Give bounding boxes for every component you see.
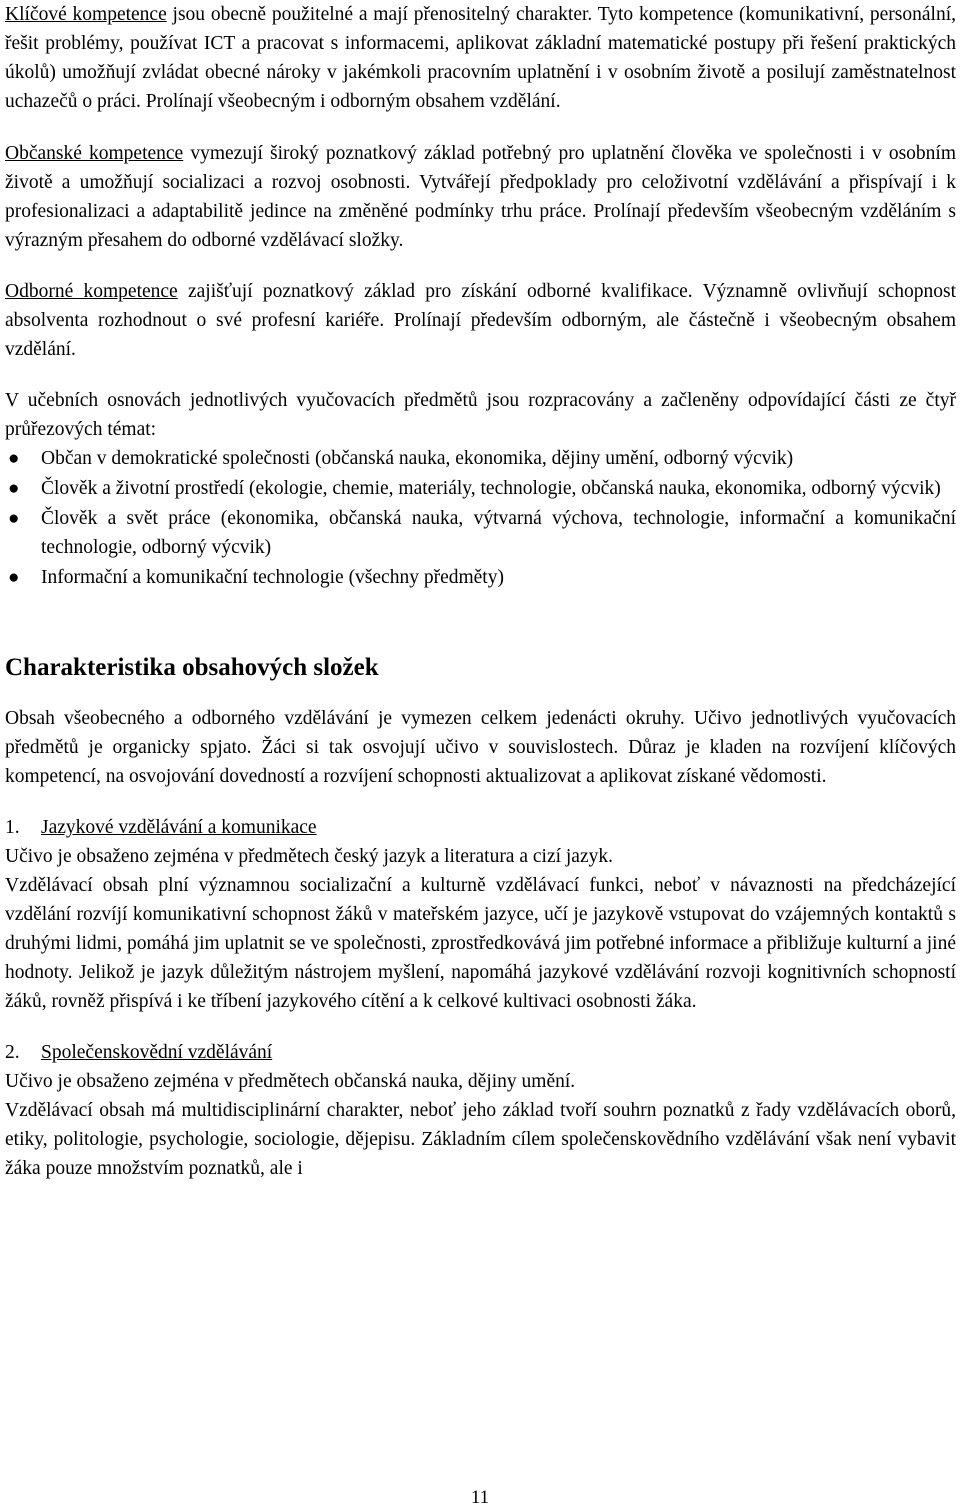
paragraph-text: vymezují široký poznatkový základ potřebný pro uplatnění člověka ve společnosti i v osobním životě a umožňují socializaci a rozvoj osobnosti. Vytvářejí předpoklady pro celoživotní vzdělávání a přispívají i k profesionalizaci a adaptabilitě jedince na změněné podmínky trhu práce. Prolínají především všeobecným vzděláním s výrazným přesahem do odborné vzdělávací složky. [5,143,956,251]
paragraph-key-competences [5,0,956,116]
paragraph-professional-competences [5,277,956,364]
paragraph-civic-competences [5,139,956,255]
section-intro: Obsah všeobecného a odborného vzdělávání je vymezen celkem jedenácti okruhy. Učivo jednotlivých vyučovacích předmětů je organicky spjato. Žáci si tak osvojují učivo v souvislostech. Důraz je kladen na rozvíjení klíčových kompetencí, na osvojování dovedností a rozvíjení schopnosti aktualizovat a aplikovat získané vědomosti. [5,708,956,787]
list-item [5,474,956,503]
section-heading: Charakteristika obsahových složek [5,654,379,681]
bullet-list [5,444,956,592]
subsection-body: Vzdělávací obsah má multidisciplinární charakter, neboť jeho základ tvoří souhrn poznatků z řady vzdělávacích oborů, etiky, politologie, psychologie, sociologie, dějepisu. Základním cílem společenskovědního vzdělávání však není vybavit žáka pouze množstvím poznatků, ale i [5,1100,956,1179]
subsection-language [5,813,956,1016]
subsection-body: Vzdělávací obsah plní významnou socializační a kulturně vzdělávací funkci, neboť v návaznosti na předcházející vzdělání rozvíjí komunikativní schopnost žáků v mateřském jazyce, učí je jazykově vstupovat do vzájemných kontaktů s druhými lidmi, pomáhá jim uplatnit se ve společnosti, zprostředkovává jim potřebné informace a přibližuje kulturní a jiné hodnoty. Jelikož je jazyk důležitým nástrojem myšlení, napomáhá jazykové vzdělávání rozvoji kognitivních schopností žáků, rovněž přispívá i ke tříbení jazykového cítění a k celkové kultivaci osobnosti žáka. [5,875,956,1012]
term-civic-competences: Občanské kompetence [5,143,184,164]
paragraph-text: zajišťují poznatkový základ pro získání odborné kvalifikace. Významně ovlivňují schopnost absolventa rozhodnout o své profesní kariéře. Prolínají především odborným, ale částečně i všeobecným obsahem vzdělání. [5,281,956,360]
term-key-competences: Klíčové kompetence [5,4,167,25]
subsection-title: Společenskovědní vzdělávání [41,1042,273,1063]
term-professional-competences: Odborné kompetence [5,281,178,302]
bullet-icon: ● [8,567,20,588]
list-item-text: Informační a komunikační technologie (všechny předměty) [41,567,504,588]
bullet-icon: ● [8,508,20,529]
subsection-title: Jazykové vzdělávání a komunikace [41,817,317,838]
bullet-icon: ● [8,448,20,469]
paragraph-cross-curricular: V učebních osnovách jednotlivých vyučovacích předmětů jsou rozpracovány a začleněny odpovídající části ze čtyř průřezových témat: [5,390,956,440]
subsection-number: 1. [5,817,20,838]
list-item [5,504,956,562]
subsection-heading [5,1038,956,1067]
subsection-subjects: Učivo je obsaženo zejména v předmětech český jazyk a literatura a cizí jazyk. [5,846,613,867]
paragraph-text: jsou obecně použitelné a mají přenositelný charakter. Tyto kompetence (komunikativní, personální, řešit problémy, používat ICT a pracovat s informacemi, aplikovat základní matematické postupy při řešení praktických úkolů) umožňují zvládat obecné nároky v jakémkoli pracovním uplatnění i v osobním životě a posilují zaměstnatelnost uchazečů o práci. Prolínají všeobecným i odborným obsahem vzdělání. [5,4,956,112]
subsection-social-science [5,1038,956,1183]
bullet-icon: ● [8,478,20,499]
list-item-text: Člověk a svět práce (ekonomika, občanská nauka, výtvarná výchova, technologie, informační a komunikační technologie, odborný výcvik) [41,508,956,558]
subsection-subjects: Učivo je obsaženo zejména v předmětech občanská nauka, dějiny umění. [5,1071,576,1092]
subsection-heading [5,813,956,842]
list-item [5,563,956,592]
list-item-text: Člověk a životní prostředí (ekologie, chemie, materiály, technologie, občanská nauka, ekonomika, odborný výcvik) [41,478,941,499]
subsection-number: 2. [5,1042,20,1063]
list-item [5,444,956,473]
page-number: 11 [470,1487,490,1508]
section-heading-wrap [5,652,956,684]
list-item-text: Občan v demokratické společnosti (občanská nauka, ekonomika, dějiny umění, odborný výcvik) [41,448,794,469]
